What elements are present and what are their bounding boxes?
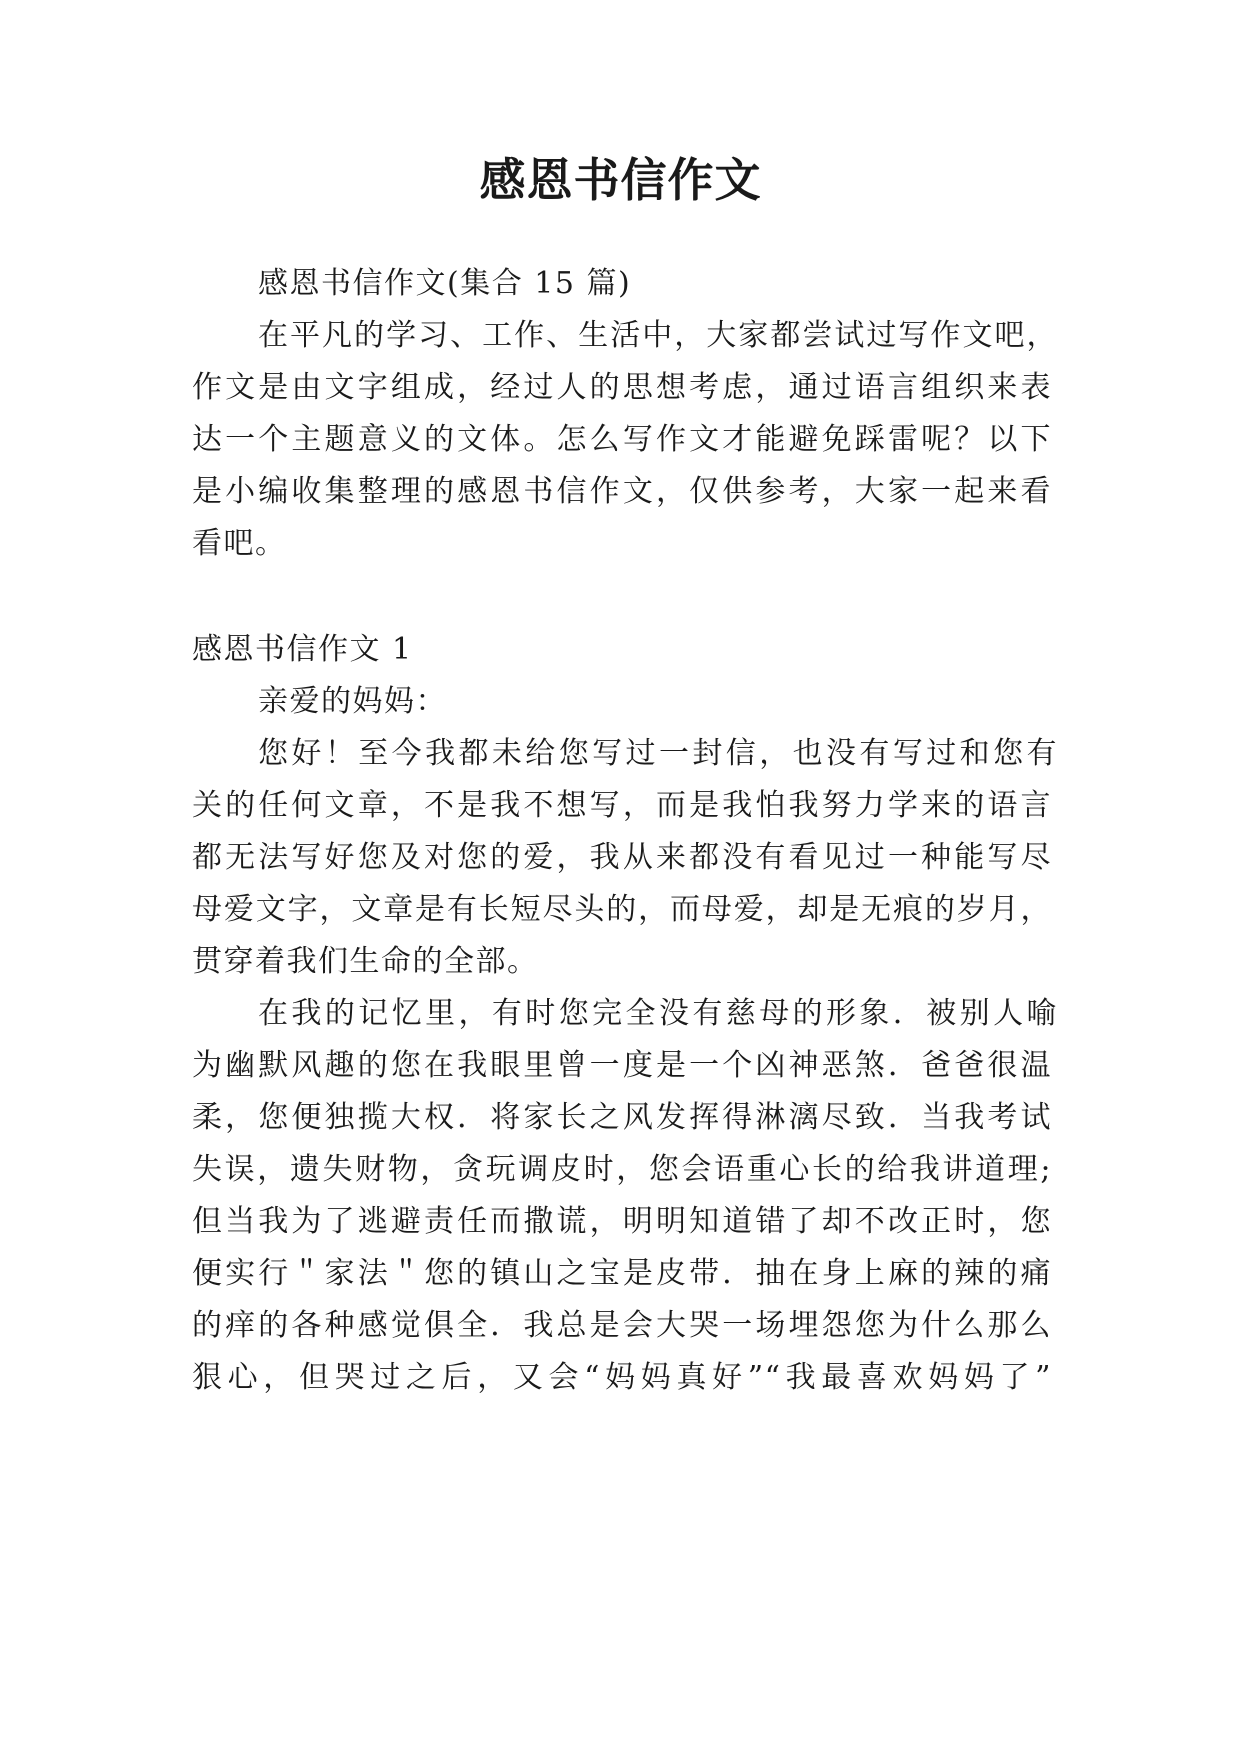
paragraph-line: 的痒的各种感觉俱全．我总是会大哭一场埋怨您为什么那么 [192,1308,1052,1343]
paragraph-line: 贯穿着我们生命的全部。 [192,944,539,979]
document-title: 感恩书信作文 [479,153,762,207]
paragraph-line: 在我的记忆里，有时您完全没有慈母的形象．被别人喻 [258,996,1058,1031]
paragraph-line: 关的任何文章，不是我不想写，而是我怕我努力学来的语言 [192,788,1052,823]
intro-line: 在平凡的学习、工作、生活中，大家都尝试过写作文吧， [258,318,1058,353]
paragraph-line: 您好！至今我都未给您写过一封信，也没有写过和您有 [258,736,1058,771]
paragraph-line: 为幽默风趣的您在我眼里曾一度是一个凶神恶煞．爸爸很温 [192,1048,1052,1083]
intro-line: 看吧。 [192,526,287,561]
paragraph-line: 柔，您便独揽大权．将家长之风发挥得淋漓尽致．当我考试 [192,1100,1052,1135]
paragraph-line: 便实行＂家法＂您的镇山之宝是皮带．抽在身上麻的辣的痛 [192,1256,1052,1291]
paragraph-line: 但当我为了逃避责任而撒谎，明明知道错了却不改正时，您 [192,1204,1052,1239]
intro-line: 是小编收集整理的感恩书信作文，仅供参考，大家一起来看 [192,474,1052,509]
document-subtitle: 感恩书信作文(集合 15 篇) [258,266,632,301]
paragraph-line: 失误，遗失财物，贪玩调皮时，您会语重心长的给我讲道理; [192,1152,1052,1187]
intro-line: 作文是由文字组成，经过人的思想考虑，通过语言组织来表 [192,370,1052,405]
section-heading: 感恩书信作文 1 [192,632,413,667]
paragraph-line: 狠心，但哭过之后，又会“妈妈真好”“我最喜欢妈妈了” [192,1360,1052,1395]
paragraph-line: 都无法写好您及对您的爱，我从来都没有看见过一种能写尽 [192,840,1052,875]
paragraph-line: 母爱文字，文章是有长短尽头的，而母爱，却是无痕的岁月， [192,892,1052,927]
intro-line: 达一个主题意义的文体。怎么写作文才能避免踩雷呢？以下 [192,422,1052,457]
salutation: 亲爱的妈妈： [258,684,447,719]
